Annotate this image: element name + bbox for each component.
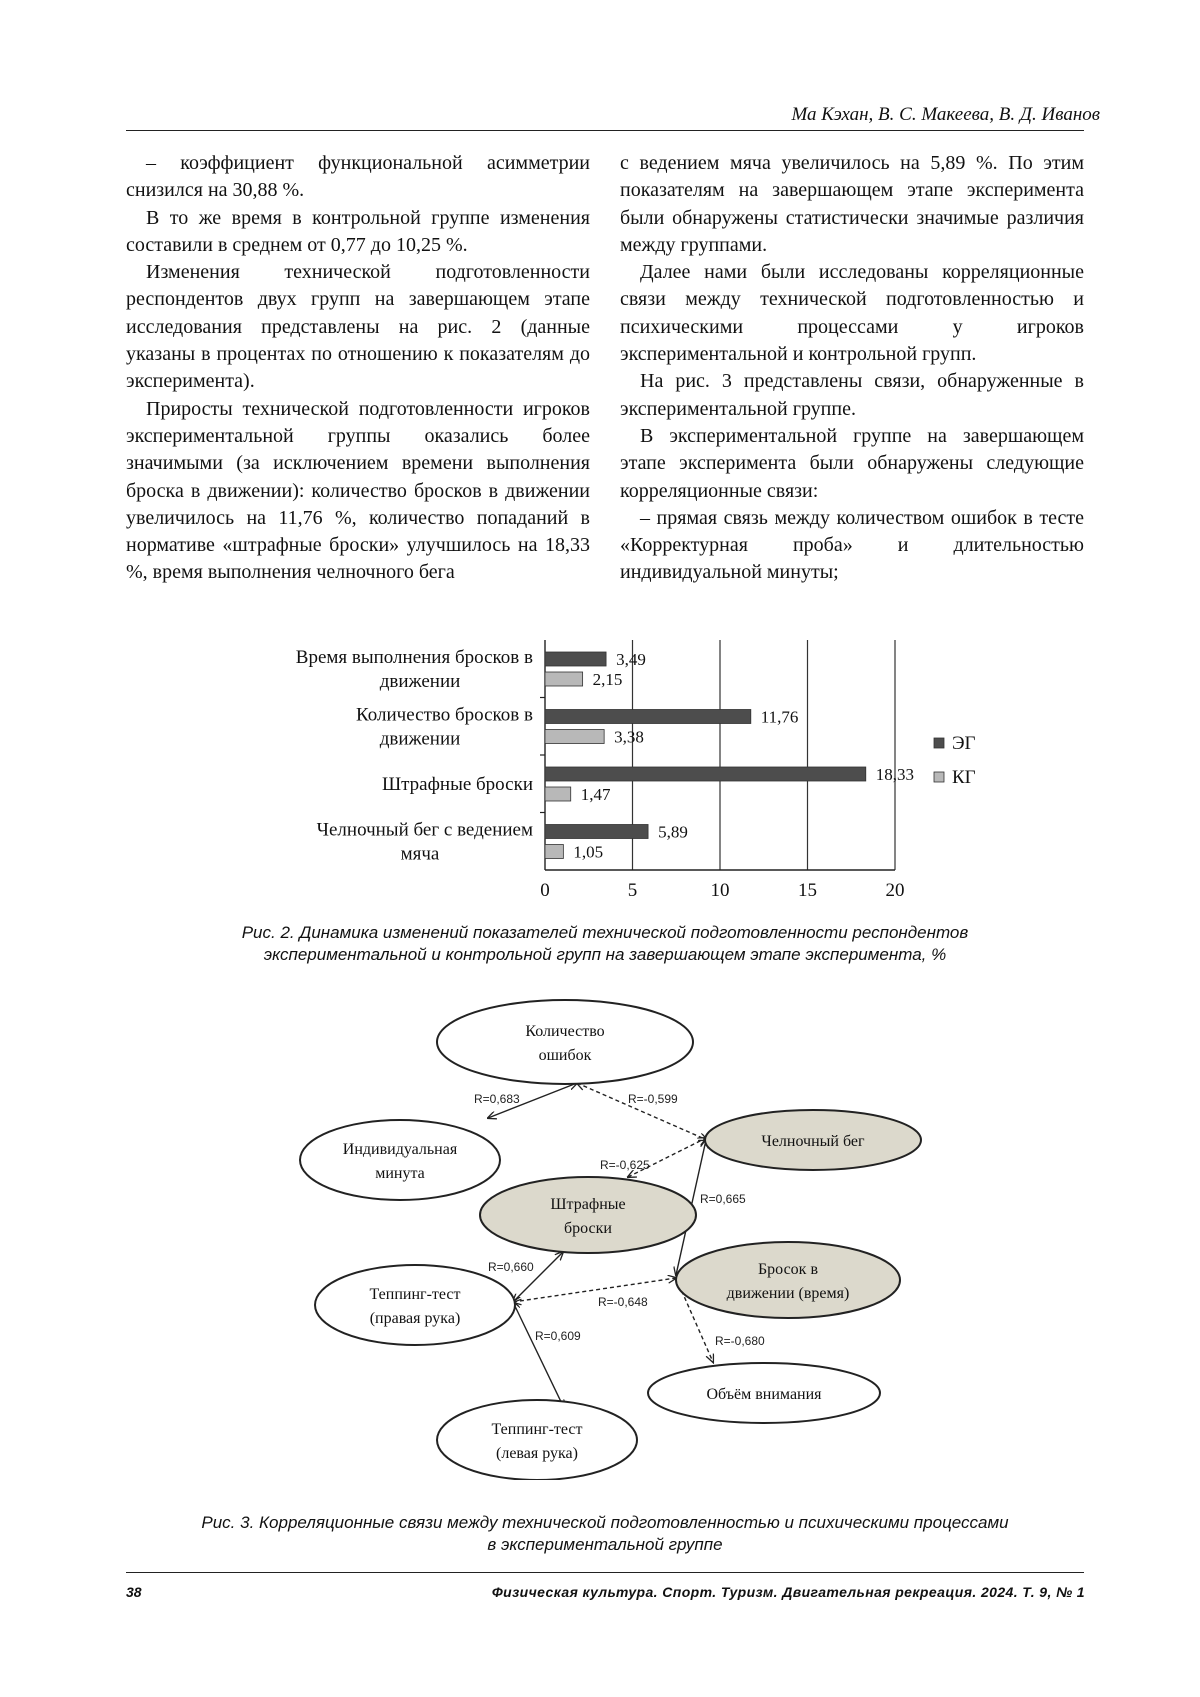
bar-эг (545, 710, 751, 724)
bar-эг (545, 652, 606, 666)
data-label: 5,89 (658, 822, 688, 842)
data-label: 1,05 (573, 842, 604, 862)
correlation-label: R=-0,648 (598, 1295, 648, 1309)
figure-2-caption (126, 922, 1084, 966)
correlation-label: R=0,665 (700, 1192, 746, 1206)
caption-line: Рис. 3. Корреляционные связи между технической подготовленностью и психическими процессами (201, 1513, 1009, 1532)
paragraph: В экспериментальной группе на завершающем этапе эксперимента были обнаружены следующие корреляционные связи: (620, 424, 1084, 502)
caption-line: Рис. 2. Динамика изменений показателей технической подготовленности респондентов (241, 923, 969, 942)
caption-line: в экспериментальной группе (487, 1535, 723, 1554)
correlation-diagram (0, 990, 1200, 1480)
node-label: Штрафные (550, 1196, 626, 1213)
node-label: ошибок (538, 1047, 592, 1064)
data-label: 18,33 (875, 765, 915, 784)
category-label: мяча (400, 843, 440, 865)
data-label: 1,47 (580, 785, 611, 804)
node-label: минута (375, 1165, 425, 1182)
footer-rule (126, 1572, 1084, 1573)
node-label: Количество (525, 1023, 605, 1040)
node-label: Челночный бег (761, 1133, 865, 1150)
bar-кг (545, 845, 563, 859)
node-label: броски (564, 1220, 612, 1237)
figure-3-caption (126, 1512, 1084, 1556)
journal-title: Физическая культура. Спорт. Туризм. Двигательная рекреация. 2024. Т. 9, № 1 (491, 1584, 1085, 1600)
correlation-label: R=0,660 (488, 1260, 534, 1274)
x-tick-label: 5 (627, 880, 638, 901)
running-header-authors: Ма Кэхан, В. С. Макеева, В. Д. Иванов (791, 104, 1100, 125)
paragraph: В то же время в контрольной группе изменения составили в среднем от 0,77 до 10,25 %. (126, 206, 590, 256)
node-label: Теппинг-тест (491, 1421, 583, 1438)
legend-label: КГ (952, 767, 976, 788)
bar-эг (545, 767, 866, 781)
correlation-label: R=-0,625 (600, 1158, 650, 1172)
x-tick-label: 10 (710, 880, 730, 901)
bar-кг (545, 730, 604, 744)
category-label: Штрафные броски (381, 773, 533, 795)
correlation-label: R=-0,599 (628, 1092, 678, 1106)
node-tapL (437, 1400, 637, 1480)
paragraph: с ведением мяча увеличилось на 5,89 %. По этим показателям на завершающем этапе эксперимента были обнаружены статистически значимые различия между группами. (620, 152, 1084, 256)
paragraph: Приросты технической подготовленности игроков экспериментальной группы оказались более значимыми (за исключением времени выполнения броска в движении): количество бросков в движении увеличилось на 11,76 %, количество попаданий в нормативе «штрафные броски» улучшилось на 18,33 %, время выполнения челночного бега (126, 397, 590, 584)
data-label: 3,38 (614, 727, 644, 747)
data-label: 2,15 (592, 670, 623, 689)
node-throw (676, 1242, 900, 1318)
x-tick-label: 20 (885, 880, 905, 901)
category-label: Количество бросков в (356, 704, 533, 726)
page-number: 38 (126, 1584, 142, 1600)
paragraph: Изменения технической подготовленности респондентов двух групп на завершающем этапе исследования представлены на рис. 2 (данные указаны в процентах по отношению к показателям до эксперимента). (126, 261, 590, 393)
x-tick-label: 15 (798, 880, 817, 901)
bar-эг (545, 825, 648, 839)
data-label: 3,49 (616, 650, 646, 669)
x-tick-label: 0 (540, 880, 550, 901)
node-tapR (315, 1265, 515, 1345)
node-label: (правая рука) (369, 1310, 461, 1327)
data-label: 11,76 (760, 707, 799, 727)
paragraph: Далее нами были исследованы корреляционные связи между технической подготовленностью и психическими процессами у игроков экспериментальной и контрольной групп. (620, 261, 1084, 366)
category-label: движении (379, 670, 461, 692)
category-label: движении (379, 728, 461, 750)
legend-swatch (934, 772, 944, 782)
node-label: движении (время) (726, 1285, 850, 1302)
correlation-label: R=-0,680 (715, 1334, 765, 1348)
node-label: Индивидуальная (342, 1141, 458, 1158)
node-free (480, 1177, 696, 1253)
node-label: Теппинг-тест (369, 1286, 461, 1303)
caption-line: экспериментальной и контрольной групп на завершающем этапе эксперимента, % (263, 945, 947, 964)
correlation-arrow (513, 1302, 564, 1408)
correlation-arrow (513, 1278, 676, 1302)
paragraph: – коэффициент функциональной асимметрии снизился на 30,88 %. (126, 152, 590, 202)
node-label: Бросок в (757, 1261, 819, 1278)
correlation-label: R=0,683 (474, 1092, 520, 1106)
bar-кг (545, 672, 583, 686)
category-label: Челночный бег с ведением (316, 819, 533, 841)
node-minute (300, 1120, 500, 1200)
node-label: Объём внимания (706, 1386, 822, 1403)
paragraph: На рис. 3 представлены связи, обнаруженные в экспериментальной группе. (620, 370, 1084, 420)
legend-label: ЭГ (952, 733, 976, 754)
bar-кг (545, 787, 571, 801)
node-errors (437, 1000, 693, 1084)
paragraph: – прямая связь между количеством ошибок в тесте «Корректурная проба» и длительностью индивидуальной минуты; (620, 506, 1084, 584)
node-label: (левая рука) (496, 1445, 578, 1462)
legend-swatch (934, 738, 944, 748)
correlation-label: R=0,609 (535, 1329, 581, 1343)
category-label: Время выполнения бросков в (295, 646, 533, 668)
